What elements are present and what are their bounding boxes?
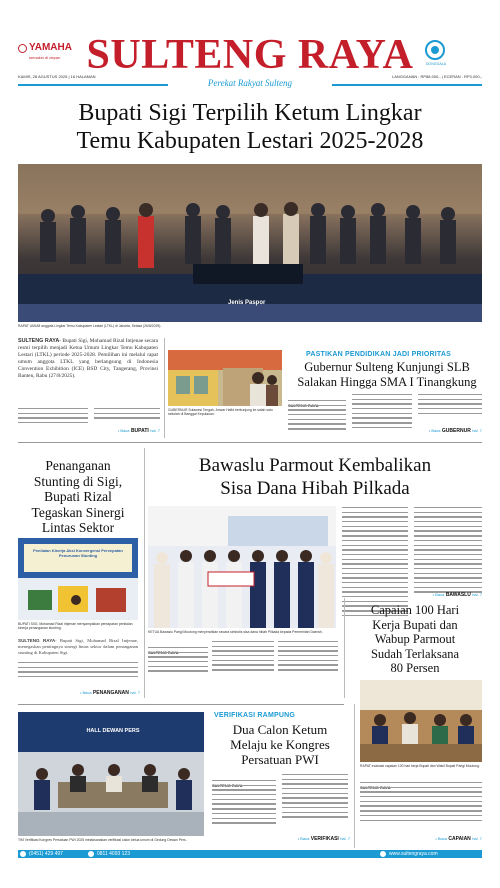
bawaslu-text-col-1: [148, 647, 208, 675]
lead-photo: [18, 164, 482, 322]
masthead-rule-left: [18, 84, 168, 86]
bawaslu-text-col-b: [414, 507, 482, 596]
lead-jump-label: BUPATI: [130, 428, 149, 434]
slb-text-col-1: [288, 400, 346, 433]
section-divider-1: [18, 442, 482, 443]
pwi-headline: [210, 722, 350, 767]
stunting-photo-caption: BUPATI SIGI, Mohamad Rizal Intjenae menyampaikan pemaparan penilaian kinerja penanganan stunting.: [18, 622, 133, 631]
stunting-jump: • Baca PENANGANAN hal. 7: [79, 690, 140, 696]
slb-jump-label: GUBERNUR: [441, 428, 471, 434]
pwi-jump: • Baca VERIFIKASI hal. 7: [297, 836, 350, 842]
footer-whatsapp-icon: [88, 851, 94, 857]
bawaslu-headline-1: Bawaslu Parmout Kembalikan: [198, 455, 432, 476]
bawaslu-photo-caption: KETUA Bawaslu Parigi Moutong menyerahkan secara simbolis sisa dana hibah Pilkada kepada Pemerintah Daerah.: [148, 630, 323, 634]
column-divider-4: [354, 704, 355, 848]
capaian-headline-line-3: Wabup Parmout: [374, 632, 456, 646]
slb-kicker: PASTIKAN PENDIDIKAN JADI PRIORITAS: [306, 351, 451, 358]
capaian-text-col: [360, 782, 482, 824]
masthead-rule-right: [332, 84, 482, 86]
masthead: [0, 0, 500, 96]
pwi-jump-label: VERIFIKASI: [310, 836, 339, 842]
lead-jump-page: hal. 7: [150, 428, 160, 433]
slb-text-col-3: [418, 394, 482, 417]
sponsor-brand: YAMAHA: [29, 42, 72, 53]
slb-photo-caption: GUBERNUR Sulawesi Tengah, Anwar Hafid berkunjung ke salah satu sekolah di Banggai Kepulauan.: [168, 408, 273, 417]
pwi-headline-line-2: Melaju ke Kongres: [230, 737, 330, 752]
stunting-body-block: [18, 638, 138, 655]
capaian-headline-line-5: 80 Persen: [390, 661, 440, 675]
stunting-photo-banner: Penilaian Kinerja Aksi Konvergensi Percepatan Penurunan Stunting: [33, 548, 123, 558]
lead-photo-caption: RAPAT UMUM anggota Lingkar Temu Kabupaten Lestari (LTKL) di Jakarta, Selasa (26/8/2025).: [18, 324, 162, 328]
bawaslu-photo-art: [148, 506, 336, 628]
slb-text-col-2: [352, 394, 412, 432]
pwi-text-col-1: [212, 780, 276, 827]
slb-headline-1: Gubernur Sulteng Kunjungi SLB: [304, 360, 470, 374]
pwi-text-col-2: [282, 774, 348, 821]
capaian-photo-art: [360, 680, 482, 762]
bawaslu-headline-2: Sisa Dana Hibah Pilkada: [220, 478, 410, 499]
sponsor-tagline: semakin di depan: [29, 55, 61, 60]
stunting-text-col: [18, 662, 138, 681]
lead-body: - Bupati Sigi, Mohamad Rizal Intjenae secara resmi terpilih menjadi Ketua Umum Lingkar Temu Kabupaten Lestari (LTKL) periode 2025-2028. Pemilihan ini melalui rapat umum anggota LTKL yang berlangsung di Indonesia Convention Exhibition (ICE) BSD City, Tangerang, Provinsi Banten, Rabu (27/8/2025).: [18, 338, 158, 379]
stunting-body: - Bupati Sigi, Mohamad Rizal Intjenae, menegaskan pentingnya sinergi lintas sektor dalam penanganan stunting di Kabupaten Sigi.: [18, 638, 138, 655]
stunting-headline-line-1: Penanganan: [45, 458, 111, 473]
stunting-photo: [18, 538, 138, 620]
stunting-dateline: SULTENG RAYA: [18, 638, 56, 643]
lead-photo-banner: Jenis Paspor: [228, 300, 266, 306]
bawaslu-text-col-3: [278, 641, 338, 674]
right-logo-name: DONGGALA: [425, 62, 447, 66]
stunting-jump-label: PENANGANAN: [92, 690, 129, 696]
pwi-photo: [18, 712, 204, 836]
capaian-headline-line-2: Kerja Bupati dan: [372, 617, 458, 632]
slb-photo: [168, 350, 282, 406]
pwi-kicker: VERIFIKASI RAMPUNG: [214, 712, 295, 719]
section-divider-2: [18, 704, 344, 705]
bawaslu-jump-page: hal. 7: [472, 592, 482, 597]
slb-photo-art: [168, 350, 282, 406]
masthead-title: SULTENG RAYA: [86, 32, 414, 78]
pwi-photo-caption: TIM Verifikasi Kongres Persatuan PWI 2025 melaksanakan verifikasi calon ketua umum di Gedung Dewan Pers.: [18, 838, 187, 842]
capaian-headline-line-1: Capaian 100 Hari: [370, 603, 460, 617]
column-divider-2: [144, 448, 145, 698]
lead-text-col-1: [18, 408, 88, 427]
slb-jump: • Baca GUBERNUR hal. 7: [428, 428, 482, 434]
stunting-jump-page: hal. 7: [130, 690, 140, 695]
lead-body-block: [18, 338, 158, 380]
pwi-jump-page: hal. 7: [340, 836, 350, 841]
capaian-jump: • Baca CAPAIAN hal. 7: [435, 836, 482, 842]
stunting-headline-line-5: Lintas Sektor: [41, 520, 115, 535]
lead-dateline: SULTENG RAYA: [18, 338, 60, 344]
lead-photo-art: [18, 164, 482, 322]
capaian-headline-line-4: Sudah Terlaksana: [370, 646, 460, 661]
stunting-headline: [18, 458, 138, 536]
masthead-tagline: Perekat Rakyat Sulteng: [207, 78, 293, 88]
bawaslu-jump-label: BAWASLU: [445, 592, 471, 598]
bawaslu-text-col-2: [212, 641, 274, 674]
slb-headline-2: Salakan Hingga SMA I Tinangkung: [297, 375, 477, 389]
column-divider-3: [344, 598, 345, 698]
footer-web-icon: [380, 851, 386, 857]
date-line: KAMIS, 28 AGUSTUS 2025 | 16 HALAMAN: [18, 74, 96, 79]
capaian-photo-caption: RAPAT evaluasi capaian 100 hari kerja Bupati dan Wakil Bupati Parigi Moutong.: [360, 764, 480, 768]
bawaslu-photo: [148, 506, 336, 628]
capaian-photo: [360, 680, 482, 762]
stunting-headline-line-4: Tegaskan Sinergi: [31, 504, 125, 520]
pwi-headline-line-3: Persatuan PWI: [241, 752, 319, 767]
footer-website[interactable]: www.sultengraya.com: [389, 851, 438, 857]
footer-whatsapp: 0811 4093 123: [97, 851, 130, 857]
stunting-headline-line-2: Stunting di Sigi,: [33, 473, 123, 489]
pwi-photo-banner: HALL DEWAN PERS: [86, 728, 140, 734]
donggala-logo: [414, 40, 458, 70]
capaian-jump-page: hal. 7: [472, 836, 482, 841]
bawaslu-jump: • Baca BAWASLU hal. 7: [432, 592, 482, 598]
lead-headline-2: Temu Kabupaten Lestari 2025-2028: [76, 128, 424, 154]
column-divider: [164, 338, 165, 438]
footer-bar: [18, 850, 482, 858]
footer-phone-icon: [20, 851, 26, 857]
capaian-headline: [348, 603, 482, 676]
lead-headline-1: Bupati Sigi Terpilih Ketum Lingkar: [78, 100, 422, 126]
lead-text-col-2: [94, 408, 160, 422]
capaian-jump-label: CAPAIAN: [448, 836, 471, 842]
stunting-headline-line-3: Bupati Rizal: [44, 489, 112, 504]
lead-jump: • Baca BUPATI hal. 7: [117, 428, 160, 434]
slb-jump-page: hal. 7: [472, 428, 482, 433]
price-line: LANGGANAN : RP88.000,- | ECERAN : RP3.000,-: [392, 74, 482, 79]
donggala-emblem-inner-icon: [431, 46, 439, 54]
pwi-headline-line-1: Dua Calon Ketum: [232, 722, 328, 737]
footer-phone: (0451) 429 497: [29, 851, 63, 857]
